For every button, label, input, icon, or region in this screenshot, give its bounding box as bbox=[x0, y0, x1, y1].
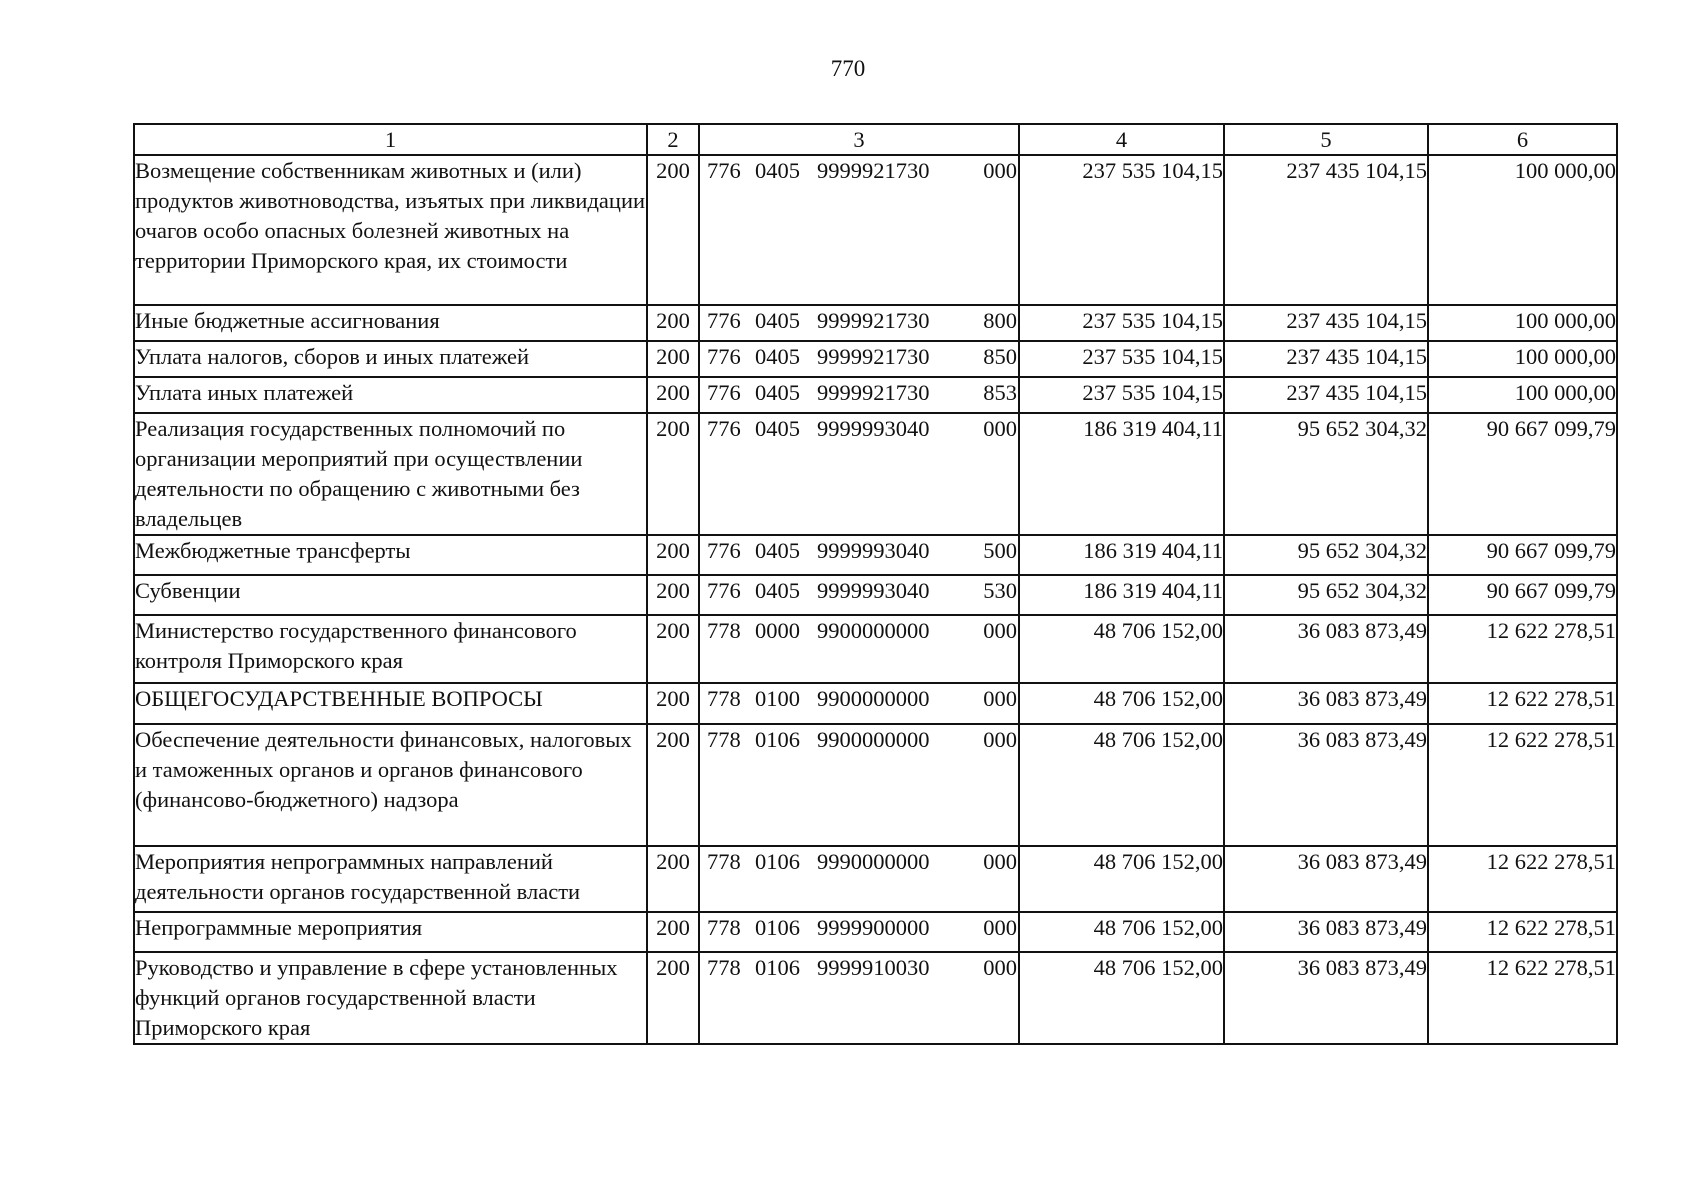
row-code: 200 bbox=[647, 155, 699, 305]
table-row bbox=[134, 952, 1617, 1044]
row-vr: 000 bbox=[983, 416, 1017, 441]
row-csr: 9999921730 bbox=[817, 380, 930, 405]
row-name: Непрограммные мероприятия bbox=[134, 912, 647, 952]
row-amount-remaining: 12 622 278,51 bbox=[1428, 724, 1617, 846]
table-row bbox=[134, 575, 1617, 615]
table-row bbox=[134, 724, 1617, 846]
row-glava: 778 bbox=[707, 686, 741, 711]
row-amount-executed: 36 083 873,49 bbox=[1224, 683, 1428, 724]
row-vr: 850 bbox=[983, 344, 1017, 369]
table-row bbox=[134, 683, 1617, 724]
row-csr: 9999921730 bbox=[817, 344, 930, 369]
table-header bbox=[134, 124, 1617, 155]
row-amount-remaining: 12 622 278,51 bbox=[1428, 912, 1617, 952]
row-csr: 9999993040 bbox=[817, 416, 930, 441]
header-row bbox=[134, 124, 1617, 155]
row-csr: 9999993040 bbox=[817, 578, 930, 603]
row-csr: 9999900000 bbox=[817, 915, 930, 940]
row-amount-executed: 95 652 304,32 bbox=[1224, 413, 1428, 535]
page-number: 770 bbox=[830, 56, 866, 81]
table-row bbox=[134, 155, 1617, 305]
row-code: 200 bbox=[647, 535, 699, 575]
row-glava: 778 bbox=[707, 727, 741, 752]
row-code: 200 bbox=[647, 912, 699, 952]
row-amount-total: 48 706 152,00 bbox=[1019, 615, 1224, 683]
row-name: Руководство и управление в сфере установленных функций органов государственной власти Приморского края bbox=[134, 952, 647, 1044]
row-glava: 778 bbox=[707, 915, 741, 940]
row-csr: 9999910030 bbox=[817, 955, 930, 980]
row-razdel: 0405 bbox=[755, 158, 800, 183]
row-name: Обеспечение деятельности финансовых, налоговых и таможенных органов и органов финансового (финансово-бюджетного) надзора bbox=[134, 724, 647, 846]
row-classification bbox=[699, 575, 1019, 615]
row-vr: 000 bbox=[983, 849, 1017, 874]
row-razdel: 0106 bbox=[755, 915, 800, 940]
row-vr: 000 bbox=[983, 915, 1017, 940]
row-glava: 778 bbox=[707, 618, 741, 643]
row-code: 200 bbox=[647, 413, 699, 535]
row-classification bbox=[699, 413, 1019, 535]
row-amount-total: 48 706 152,00 bbox=[1019, 724, 1224, 846]
row-vr: 000 bbox=[983, 158, 1017, 183]
table-row bbox=[134, 615, 1617, 683]
row-classification bbox=[699, 952, 1019, 1044]
row-classification bbox=[699, 615, 1019, 683]
row-vr: 000 bbox=[983, 955, 1017, 980]
row-amount-total: 48 706 152,00 bbox=[1019, 846, 1224, 912]
row-name: Реализация государственных полномочий по организации мероприятий при осуществлении деятельности по обращению с животными без владельцев bbox=[134, 413, 647, 535]
row-amount-total: 237 535 104,15 bbox=[1019, 305, 1224, 341]
row-name: Иные бюджетные ассигнования bbox=[134, 305, 647, 341]
row-glava: 778 bbox=[707, 849, 741, 874]
row-csr: 9999921730 bbox=[817, 308, 930, 333]
row-amount-remaining: 90 667 099,79 bbox=[1428, 535, 1617, 575]
row-name: Уплата налогов, сборов и иных платежей bbox=[134, 341, 647, 377]
table-row bbox=[134, 912, 1617, 952]
row-csr: 9900000000 bbox=[817, 686, 930, 711]
row-amount-total: 186 319 404,11 bbox=[1019, 535, 1224, 575]
row-vr: 000 bbox=[983, 618, 1017, 643]
row-csr: 9900000000 bbox=[817, 618, 930, 643]
row-code: 200 bbox=[647, 846, 699, 912]
row-razdel: 0405 bbox=[755, 344, 800, 369]
row-amount-remaining: 12 622 278,51 bbox=[1428, 952, 1617, 1044]
row-amount-executed: 36 083 873,49 bbox=[1224, 615, 1428, 683]
row-classification bbox=[699, 724, 1019, 846]
row-name: Уплата иных платежей bbox=[134, 377, 647, 413]
row-vr: 500 bbox=[983, 538, 1017, 563]
column-header-5: 5 bbox=[1224, 124, 1428, 155]
row-vr: 000 bbox=[983, 686, 1017, 711]
table-row bbox=[134, 341, 1617, 377]
row-glava: 776 bbox=[707, 344, 741, 369]
row-name: Мероприятия непрограммных направлений деятельности органов государственной власти bbox=[134, 846, 647, 912]
column-header-6: 6 bbox=[1428, 124, 1617, 155]
row-amount-executed: 95 652 304,32 bbox=[1224, 575, 1428, 615]
row-code: 200 bbox=[647, 952, 699, 1044]
row-code: 200 bbox=[647, 305, 699, 341]
row-amount-executed: 237 435 104,15 bbox=[1224, 377, 1428, 413]
row-amount-remaining: 90 667 099,79 bbox=[1428, 575, 1617, 615]
row-amount-executed: 237 435 104,15 bbox=[1224, 155, 1428, 305]
row-name: Министерство государственного финансового контроля Приморского края bbox=[134, 615, 647, 683]
row-name: Возмещение собственникам животных и (или) продуктов животноводства, изъятых при ликвидации очагов особо опасных болезней животных на территории Приморского края, их стоимости bbox=[134, 155, 647, 305]
row-amount-total: 237 535 104,15 bbox=[1019, 377, 1224, 413]
row-amount-total: 48 706 152,00 bbox=[1019, 952, 1224, 1044]
row-amount-total: 48 706 152,00 bbox=[1019, 912, 1224, 952]
table-row bbox=[134, 305, 1617, 341]
row-code: 200 bbox=[647, 615, 699, 683]
row-code: 200 bbox=[647, 683, 699, 724]
column-header-4: 4 bbox=[1019, 124, 1224, 155]
row-amount-remaining: 100 000,00 bbox=[1428, 377, 1617, 413]
row-amount-executed: 36 083 873,49 bbox=[1224, 912, 1428, 952]
budget-table bbox=[133, 123, 1618, 1045]
row-name: ОБЩЕГОСУДАРСТВЕННЫЕ ВОПРОСЫ bbox=[134, 683, 647, 724]
row-amount-remaining: 90 667 099,79 bbox=[1428, 413, 1617, 535]
row-razdel: 0405 bbox=[755, 380, 800, 405]
row-code: 200 bbox=[647, 575, 699, 615]
row-amount-remaining: 100 000,00 bbox=[1428, 155, 1617, 305]
row-razdel: 0405 bbox=[755, 578, 800, 603]
row-vr: 000 bbox=[983, 727, 1017, 752]
row-classification bbox=[699, 341, 1019, 377]
row-amount-total: 186 319 404,11 bbox=[1019, 413, 1224, 535]
row-csr: 9999993040 bbox=[817, 538, 930, 563]
table-row bbox=[134, 377, 1617, 413]
row-classification bbox=[699, 535, 1019, 575]
row-glava: 776 bbox=[707, 380, 741, 405]
row-razdel: 0405 bbox=[755, 308, 800, 333]
row-glava: 776 bbox=[707, 416, 741, 441]
table-row bbox=[134, 413, 1617, 535]
row-code: 200 bbox=[647, 341, 699, 377]
row-razdel: 0405 bbox=[755, 416, 800, 441]
row-name: Субвенции bbox=[134, 575, 647, 615]
column-header-2: 2 bbox=[647, 124, 699, 155]
row-razdel: 0106 bbox=[755, 849, 800, 874]
row-amount-total: 237 535 104,15 bbox=[1019, 341, 1224, 377]
row-vr: 853 bbox=[983, 380, 1017, 405]
row-vr: 800 bbox=[983, 308, 1017, 333]
row-classification bbox=[699, 305, 1019, 341]
row-amount-executed: 237 435 104,15 bbox=[1224, 341, 1428, 377]
row-amount-total: 48 706 152,00 bbox=[1019, 683, 1224, 724]
row-amount-executed: 36 083 873,49 bbox=[1224, 952, 1428, 1044]
table-row bbox=[134, 846, 1617, 912]
row-classification bbox=[699, 683, 1019, 724]
row-glava: 776 bbox=[707, 538, 741, 563]
row-razdel: 0000 bbox=[755, 618, 800, 643]
column-header-1: 1 bbox=[134, 124, 647, 155]
row-code: 200 bbox=[647, 377, 699, 413]
row-amount-remaining: 100 000,00 bbox=[1428, 305, 1617, 341]
row-csr: 9990000000 bbox=[817, 849, 930, 874]
column-header-3: 3 bbox=[699, 124, 1019, 155]
row-razdel: 0106 bbox=[755, 955, 800, 980]
row-name: Межбюджетные трансферты bbox=[134, 535, 647, 575]
row-glava: 776 bbox=[707, 158, 741, 183]
row-classification bbox=[699, 846, 1019, 912]
row-razdel: 0100 bbox=[755, 686, 800, 711]
row-classification bbox=[699, 912, 1019, 952]
row-amount-remaining: 100 000,00 bbox=[1428, 341, 1617, 377]
row-classification bbox=[699, 155, 1019, 305]
row-glava: 776 bbox=[707, 308, 741, 333]
row-code: 200 bbox=[647, 724, 699, 846]
row-amount-remaining: 12 622 278,51 bbox=[1428, 615, 1617, 683]
row-amount-total: 237 535 104,15 bbox=[1019, 155, 1224, 305]
row-amount-executed: 237 435 104,15 bbox=[1224, 305, 1428, 341]
row-amount-executed: 36 083 873,49 bbox=[1224, 724, 1428, 846]
table-row bbox=[134, 535, 1617, 575]
row-amount-remaining: 12 622 278,51 bbox=[1428, 683, 1617, 724]
row-amount-executed: 95 652 304,32 bbox=[1224, 535, 1428, 575]
table-body bbox=[134, 155, 1617, 1044]
row-vr: 530 bbox=[983, 578, 1017, 603]
row-csr: 9999921730 bbox=[817, 158, 930, 183]
row-amount-remaining: 12 622 278,51 bbox=[1428, 846, 1617, 912]
row-amount-executed: 36 083 873,49 bbox=[1224, 846, 1428, 912]
row-glava: 776 bbox=[707, 578, 741, 603]
row-amount-total: 186 319 404,11 bbox=[1019, 575, 1224, 615]
row-classification bbox=[699, 377, 1019, 413]
row-razdel: 0106 bbox=[755, 727, 800, 752]
row-razdel: 0405 bbox=[755, 538, 800, 563]
row-csr: 9900000000 bbox=[817, 727, 930, 752]
row-glava: 778 bbox=[707, 955, 741, 980]
